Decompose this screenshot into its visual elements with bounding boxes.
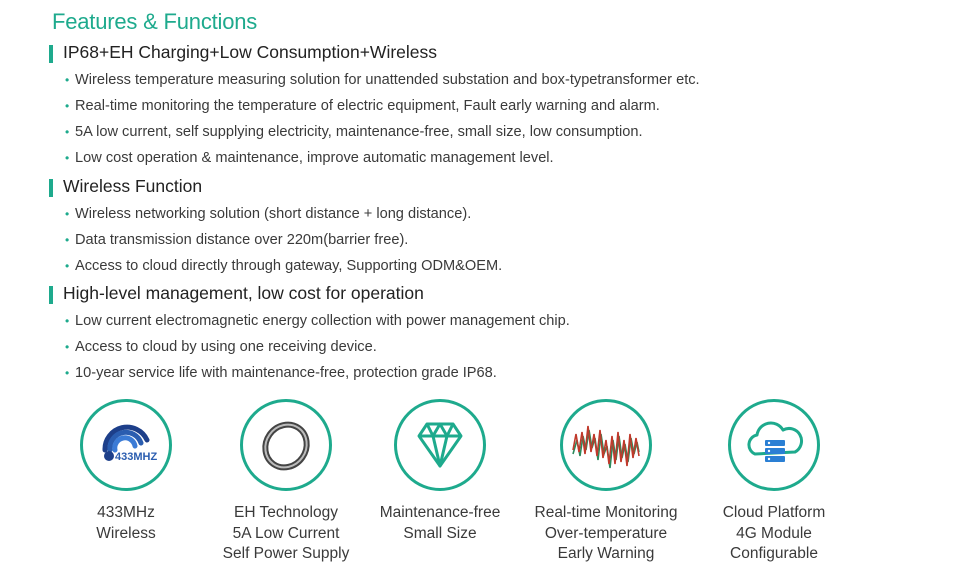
feature-maintenance-free <box>350 399 530 544</box>
bullet-icon: • <box>65 233 70 247</box>
list-item: • Access to cloud by using one receiving device. <box>49 334 570 360</box>
feature-icon-circle <box>80 399 172 491</box>
bullet-icon: • <box>65 259 70 273</box>
cloud-server-icon <box>739 410 809 480</box>
feature-line: 5A Low Current <box>232 524 340 542</box>
feature-line: Self Power Supply <box>222 545 350 562</box>
bullet-icon: • <box>65 207 70 221</box>
list-item: • 10-year service life with maintenance-free, protection grade IP68. <box>49 360 570 386</box>
section-title: Wireless Function <box>63 176 203 196</box>
section-header <box>49 42 700 66</box>
section-accent-bar <box>49 45 53 63</box>
feature-icon-circle <box>394 399 486 491</box>
bullet-icon: • <box>65 125 70 139</box>
feature-433mhz <box>36 399 216 544</box>
feature-icon-circle <box>728 399 820 491</box>
list-item: • Wireless temperature measuring solution for unattended substation and box-typetransformer etc. <box>49 67 700 93</box>
list-item: • Access to cloud directly through gateway, Supporting ODM&OEM. <box>49 253 502 279</box>
list-item: • Real-time monitoring the temperature of electric equipment, Fault early warning and alarm. <box>49 93 700 119</box>
section-header <box>49 283 570 307</box>
feature-line: 433MHz <box>97 504 155 521</box>
list-item: • 5A low current, self supplying electricity, maintenance-free, small size, low consumption. <box>49 119 700 145</box>
feature-line: Early Warning <box>557 545 655 562</box>
bullet-icon: • <box>65 314 70 328</box>
list-item: • Low cost operation & maintenance, improve automatic management level. <box>49 145 700 171</box>
bullet-icon: • <box>65 73 70 87</box>
feature-line: Over-temperature <box>544 524 668 542</box>
feature-line: Maintenance-free <box>379 504 501 521</box>
feature-icon-circle <box>560 399 652 491</box>
page-title: Features & Functions <box>52 9 258 34</box>
feature-line: Small Size <box>403 524 477 542</box>
feature-cloud-platform <box>684 399 864 565</box>
wireless-433mhz-icon <box>91 410 161 480</box>
section-title: High-level management, low cost for operation <box>63 283 424 303</box>
list-item: • Low current electromagnetic energy collection with power management chip. <box>49 308 570 334</box>
feature-line: 4G Module <box>736 524 812 542</box>
section-wireless <box>49 176 502 279</box>
feature-line: Cloud Platform <box>722 504 826 521</box>
feature-monitoring <box>516 399 696 565</box>
bullet-icon: • <box>65 151 70 165</box>
ring-icon <box>251 410 321 480</box>
feature-icon-circle <box>240 399 332 491</box>
feature-eh-technology <box>196 399 376 565</box>
feature-line: Configurable <box>730 545 818 562</box>
frequency-badge: 433MHZ <box>115 451 158 463</box>
waveform-icon <box>571 410 641 480</box>
section-header <box>49 176 502 200</box>
section-accent-bar <box>49 179 53 197</box>
section-title: IP68+EH Charging+Low Consumption+Wireless <box>63 42 438 62</box>
diamond-icon <box>405 410 475 480</box>
bullet-icon: • <box>65 99 70 113</box>
bullet-icon: • <box>65 366 70 380</box>
feature-line: Real-time Monitoring <box>534 504 678 521</box>
section-ip68 <box>49 42 700 171</box>
list-item: • Data transmission distance over 220m(barrier free). <box>49 227 502 253</box>
bullet-icon: • <box>65 340 70 354</box>
section-accent-bar <box>49 286 53 304</box>
feature-line: EH Technology <box>234 504 338 521</box>
list-item: • Wireless networking solution (short distance + long distance). <box>49 201 502 227</box>
section-management <box>49 283 570 386</box>
feature-line: Wireless <box>96 524 156 542</box>
